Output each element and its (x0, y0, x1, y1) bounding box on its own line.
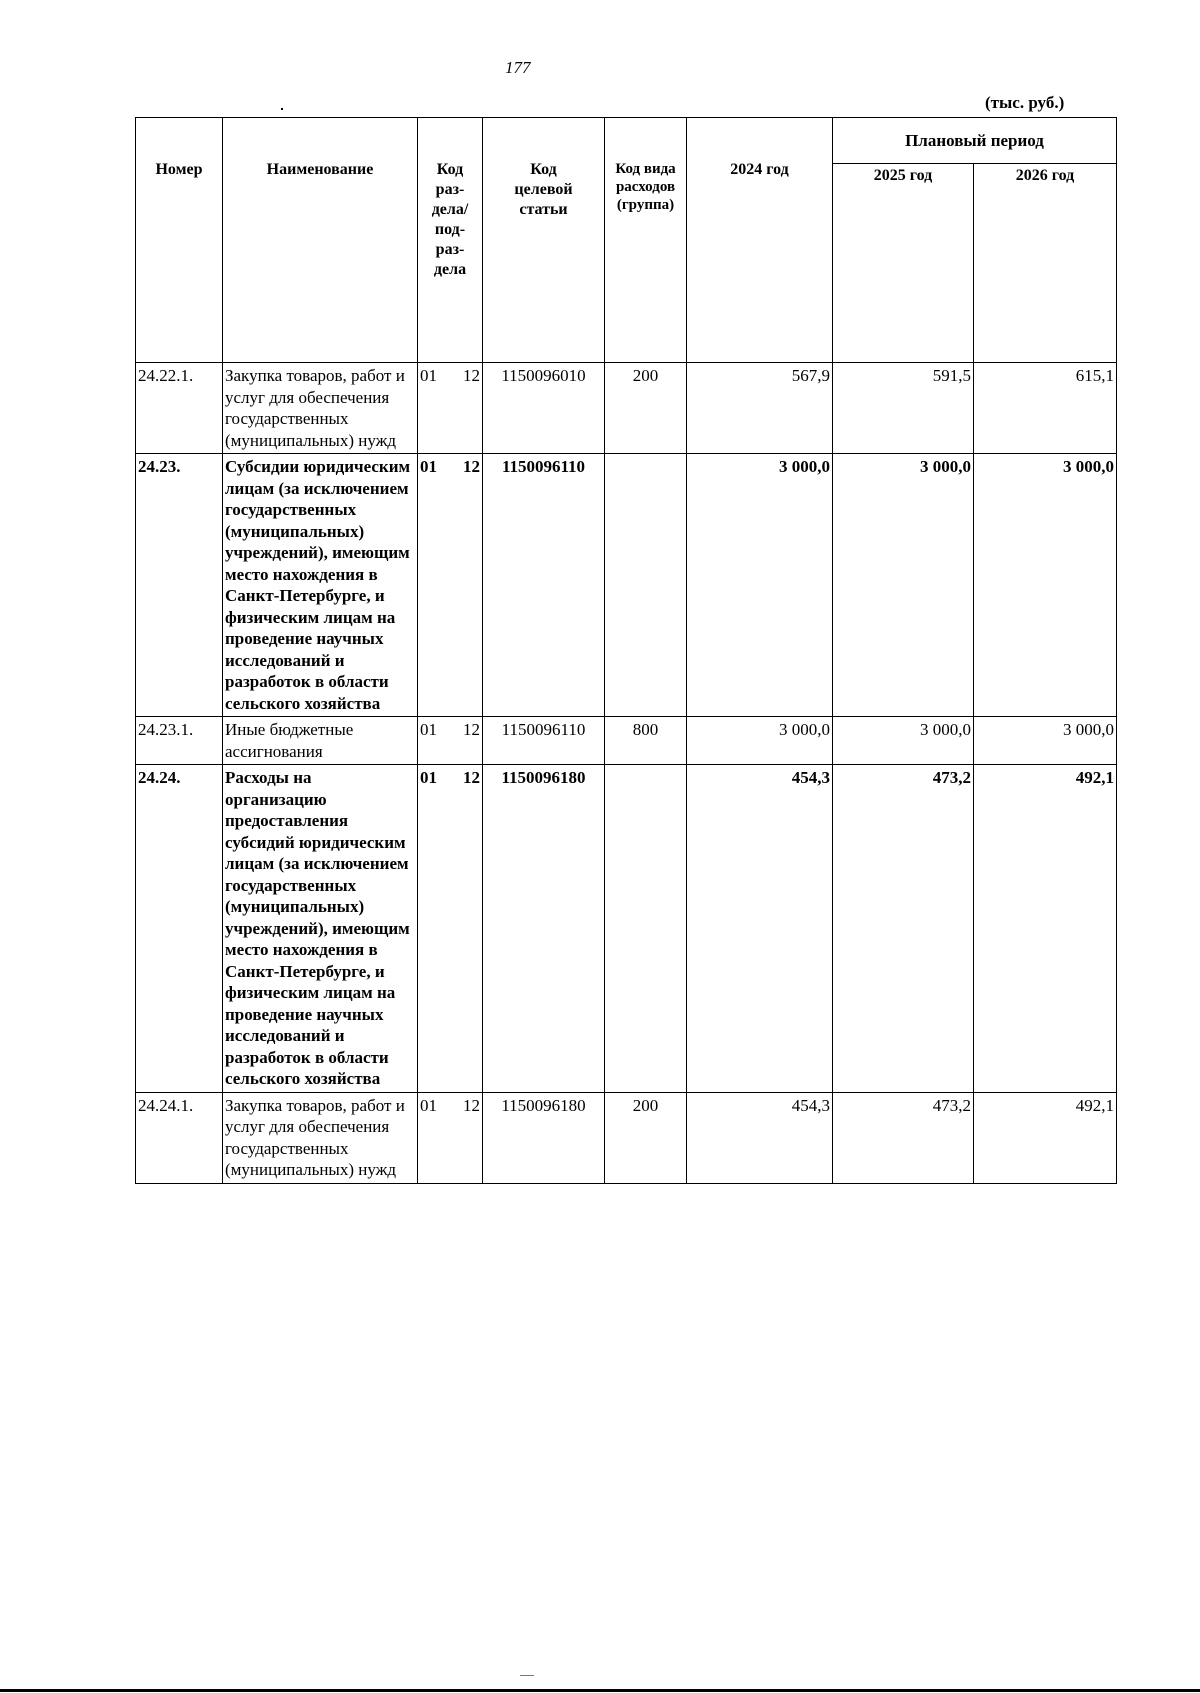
row-value-2026: 492,1 (974, 765, 1117, 1093)
podrazdel-code: 12 (463, 366, 480, 385)
razdel-code: 01 (420, 1095, 437, 1115)
podrazdel-code: 12 (463, 1095, 480, 1115)
razdel-code: 01 (420, 768, 437, 787)
row-value-2024: 454,3 (687, 765, 833, 1093)
row-value-2024: 3 000,0 (687, 454, 833, 717)
podrazdel-code: 12 (463, 457, 480, 476)
razdel-code: 01 (420, 720, 437, 739)
row-razdel (418, 454, 483, 717)
scan-dot (281, 108, 283, 110)
row-expense-type: 200 (605, 1092, 687, 1183)
row-target-code: 1150096110 (483, 454, 605, 717)
row-expense-type (605, 454, 687, 717)
razdel-code: 01 (420, 457, 437, 476)
bottom-edge-line (0, 1689, 1200, 1692)
row-value-2025: 3 000,0 (833, 454, 974, 717)
row-value-2026: 3 000,0 (974, 717, 1117, 765)
row-target-code: 1150096180 (483, 765, 605, 1093)
table-body (136, 363, 1117, 1184)
header-2025: 2025 год (833, 164, 974, 363)
table-row (136, 454, 1117, 717)
header-target: Код целевой статьи (483, 118, 605, 363)
row-value-2024: 3 000,0 (687, 717, 833, 765)
row-number: 24.23.1. (136, 717, 223, 765)
row-name: Иные бюджетные ассигнования (223, 717, 418, 765)
row-target-code: 1150096010 (483, 363, 605, 454)
podrazdel-code: 12 (463, 720, 480, 739)
row-value-2025: 473,2 (833, 765, 974, 1093)
row-value-2024: 454,3 (687, 1092, 833, 1183)
row-expense-type (605, 765, 687, 1093)
row-value-2025: 473,2 (833, 1092, 974, 1183)
row-number: 24.24. (136, 765, 223, 1093)
header-number: Номер (136, 118, 223, 363)
header-2024: 2024 год (687, 118, 833, 363)
table-row (136, 1092, 1117, 1183)
row-expense-type: 200 (605, 363, 687, 454)
header-name: Наименование (223, 118, 418, 363)
row-value-2026: 3 000,0 (974, 454, 1117, 717)
row-number: 24.24.1. (136, 1092, 223, 1183)
header-vid: Код вида расходов (группа) (605, 118, 687, 363)
header-planned-period: Плановый период (833, 118, 1117, 164)
table-row (136, 363, 1117, 454)
row-number: 24.23. (136, 454, 223, 717)
row-value-2026: 615,1 (974, 363, 1117, 454)
unit-note: (тыс. руб.) (985, 93, 1065, 112)
row-name: Субсидии юридическим лицам (за исключением государственных (муниципальных) учреждений), имеющим место нахождения в Санкт-Петербурге, и физическим лицам на проведение научных исследований и разработок в области сельского хозяйства (223, 454, 418, 717)
row-razdel (418, 363, 483, 454)
row-number: 24.22.1. (136, 363, 223, 454)
row-razdel (418, 1092, 483, 1183)
budget-table (135, 117, 1117, 1184)
row-expense-type: 800 (605, 717, 687, 765)
header-razdel: Код раз- дела/ под- раз- дела (418, 118, 483, 363)
page-number: 177 (505, 58, 531, 77)
row-value-2025: 591,5 (833, 363, 974, 454)
table-row (136, 717, 1117, 765)
row-name: Расходы на организацию предоставления субсидий юридическим лицам (за исключением государственных (муниципальных) учреждений), имеющим место нахождения в Санкт-Петербурге, и физическим лицам на проведение научных исследований и разработок в области сельского хозяйства (223, 765, 418, 1093)
row-target-code: 1150096110 (483, 717, 605, 765)
scan-mark (520, 1675, 534, 1676)
table-row (136, 765, 1117, 1093)
row-razdel (418, 717, 483, 765)
row-value-2025: 3 000,0 (833, 717, 974, 765)
row-value-2024: 567,9 (687, 363, 833, 454)
row-name: Закупка товаров, работ и услуг для обеспечения государственных (муниципальных) нужд (223, 1092, 418, 1183)
row-target-code: 1150096180 (483, 1092, 605, 1183)
header-2026: 2026 год (974, 164, 1117, 363)
row-name: Закупка товаров, работ и услуг для обеспечения государственных (муниципальных) нужд (223, 363, 418, 454)
row-value-2026: 492,1 (974, 1092, 1117, 1183)
row-razdel (418, 765, 483, 1093)
razdel-code: 01 (420, 366, 437, 385)
podrazdel-code: 12 (463, 768, 480, 787)
